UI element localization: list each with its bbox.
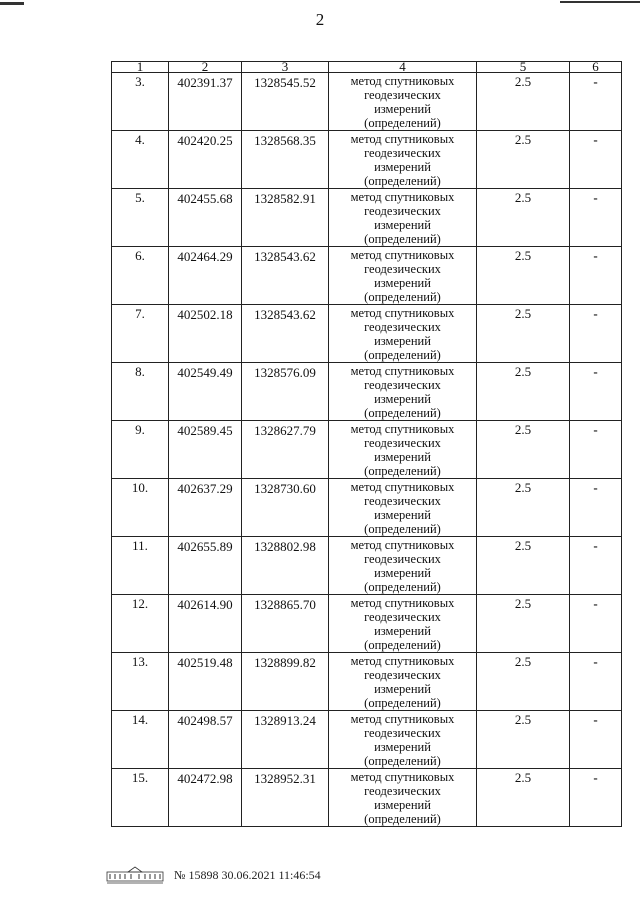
scan-artifact — [0, 2, 24, 5]
method-cell — [329, 479, 477, 537]
y-coordinate-cell: 1328899.82 — [242, 653, 329, 711]
table-row — [112, 479, 622, 537]
government-building-emblem-icon — [106, 866, 164, 884]
x-coordinate-cell: 402614.90 — [169, 595, 242, 653]
method-line: геодезических — [364, 494, 441, 508]
method-line: геодезических — [364, 610, 441, 624]
point-number-cell: 6. — [112, 247, 169, 305]
note-cell: - — [570, 189, 622, 247]
method-line: (определений) — [364, 638, 441, 652]
point-number-cell: 12. — [112, 595, 169, 653]
method-cell — [329, 363, 477, 421]
note-cell: - — [570, 363, 622, 421]
method-line: (определений) — [364, 232, 441, 246]
method-cell — [329, 247, 477, 305]
y-coordinate-cell: 1328545.52 — [242, 73, 329, 131]
method-line: метод спутниковых — [350, 364, 455, 378]
note-cell: - — [570, 479, 622, 537]
column-header: 1 — [112, 62, 169, 73]
column-header: 6 — [570, 62, 622, 73]
point-number-cell: 11. — [112, 537, 169, 595]
table-row — [112, 595, 622, 653]
point-number-cell: 14. — [112, 711, 169, 769]
x-coordinate-cell: 402502.18 — [169, 305, 242, 363]
table-row — [112, 189, 622, 247]
method-line: (определений) — [364, 580, 441, 594]
method-line: метод спутниковых — [350, 422, 455, 436]
method-line: измерений — [374, 392, 431, 406]
method-line: измерений — [374, 102, 431, 116]
x-coordinate-cell: 402519.48 — [169, 653, 242, 711]
method-line: измерений — [374, 508, 431, 522]
accuracy-cell: 2.5 — [477, 479, 570, 537]
accuracy-cell: 2.5 — [477, 189, 570, 247]
note-cell: - — [570, 247, 622, 305]
method-line: геодезических — [364, 552, 441, 566]
note-cell: - — [570, 653, 622, 711]
method-line: геодезических — [364, 784, 441, 798]
method-line: метод спутниковых — [350, 190, 455, 204]
table-row — [112, 769, 622, 827]
method-line: измерений — [374, 334, 431, 348]
method-cell — [329, 131, 477, 189]
y-coordinate-cell: 1328913.24 — [242, 711, 329, 769]
y-coordinate-cell: 1328730.60 — [242, 479, 329, 537]
method-line: (определений) — [364, 812, 441, 826]
method-line: (определений) — [364, 522, 441, 536]
point-number-cell: 4. — [112, 131, 169, 189]
method-line: измерений — [374, 276, 431, 290]
method-line: измерений — [374, 218, 431, 232]
point-number-cell: 15. — [112, 769, 169, 827]
method-line: (определений) — [364, 348, 441, 362]
x-coordinate-cell: 402455.68 — [169, 189, 242, 247]
method-cell — [329, 653, 477, 711]
method-cell — [329, 421, 477, 479]
method-line: (определений) — [364, 696, 441, 710]
accuracy-cell: 2.5 — [477, 653, 570, 711]
note-cell: - — [570, 421, 622, 479]
point-number-cell: 13. — [112, 653, 169, 711]
note-cell: - — [570, 73, 622, 131]
table-row — [112, 131, 622, 189]
table-row — [112, 537, 622, 595]
method-line: геодезических — [364, 146, 441, 160]
registration-stamp: № 15898 30.06.2021 11:46:54 — [174, 867, 321, 882]
table-row — [112, 305, 622, 363]
note-cell: - — [570, 131, 622, 189]
point-number-cell: 10. — [112, 479, 169, 537]
method-cell — [329, 305, 477, 363]
point-number-cell: 9. — [112, 421, 169, 479]
column-header: 4 — [329, 62, 477, 73]
method-line: (определений) — [364, 754, 441, 768]
y-coordinate-cell: 1328568.35 — [242, 131, 329, 189]
y-coordinate-cell: 1328952.31 — [242, 769, 329, 827]
x-coordinate-cell: 402589.45 — [169, 421, 242, 479]
x-coordinate-cell: 402549.49 — [169, 363, 242, 421]
y-coordinate-cell: 1328543.62 — [242, 305, 329, 363]
method-line: геодезических — [364, 204, 441, 218]
method-line: метод спутниковых — [350, 306, 455, 320]
y-coordinate-cell: 1328627.79 — [242, 421, 329, 479]
method-cell — [329, 595, 477, 653]
method-line: метод спутниковых — [350, 74, 455, 88]
note-cell: - — [570, 711, 622, 769]
method-line: метод спутниковых — [350, 480, 455, 494]
x-coordinate-cell: 402498.57 — [169, 711, 242, 769]
table-row — [112, 247, 622, 305]
method-line: (определений) — [364, 290, 441, 304]
accuracy-cell: 2.5 — [477, 131, 570, 189]
method-cell — [329, 769, 477, 827]
note-cell: - — [570, 537, 622, 595]
method-cell — [329, 189, 477, 247]
accuracy-cell: 2.5 — [477, 537, 570, 595]
x-coordinate-cell: 402637.29 — [169, 479, 242, 537]
method-line: измерений — [374, 624, 431, 638]
x-coordinate-cell: 402420.25 — [169, 131, 242, 189]
point-number-cell: 8. — [112, 363, 169, 421]
method-line: геодезических — [364, 262, 441, 276]
method-line: (определений) — [364, 174, 441, 188]
coordinates-table — [111, 61, 622, 827]
point-number-cell: 7. — [112, 305, 169, 363]
x-coordinate-cell: 402464.29 — [169, 247, 242, 305]
method-line: геодезических — [364, 436, 441, 450]
accuracy-cell: 2.5 — [477, 73, 570, 131]
method-line: измерений — [374, 682, 431, 696]
method-line: геодезических — [364, 88, 441, 102]
method-line: (определений) — [364, 464, 441, 478]
x-coordinate-cell: 402472.98 — [169, 769, 242, 827]
method-cell — [329, 711, 477, 769]
table-row — [112, 363, 622, 421]
method-line: геодезических — [364, 726, 441, 740]
method-cell — [329, 73, 477, 131]
table-body — [112, 73, 622, 827]
method-line: метод спутниковых — [350, 538, 455, 552]
y-coordinate-cell: 1328865.70 — [242, 595, 329, 653]
x-coordinate-cell: 402655.89 — [169, 537, 242, 595]
y-coordinate-cell: 1328802.98 — [242, 537, 329, 595]
method-line: геодезических — [364, 320, 441, 334]
point-number-cell: 5. — [112, 189, 169, 247]
accuracy-cell: 2.5 — [477, 595, 570, 653]
column-header: 2 — [169, 62, 242, 73]
y-coordinate-cell: 1328543.62 — [242, 247, 329, 305]
table-row — [112, 421, 622, 479]
note-cell: - — [570, 595, 622, 653]
method-line: метод спутниковых — [350, 248, 455, 262]
accuracy-cell: 2.5 — [477, 305, 570, 363]
method-line: геодезических — [364, 378, 441, 392]
method-cell — [329, 537, 477, 595]
page-number: 2 — [315, 10, 325, 29]
y-coordinate-cell: 1328576.09 — [242, 363, 329, 421]
method-line: измерений — [374, 740, 431, 754]
scan-artifact — [560, 1, 640, 3]
header-row — [112, 62, 622, 73]
x-coordinate-cell: 402391.37 — [169, 73, 242, 131]
note-cell: - — [570, 305, 622, 363]
y-coordinate-cell: 1328582.91 — [242, 189, 329, 247]
column-header: 5 — [477, 62, 570, 73]
column-header: 3 — [242, 62, 329, 73]
method-line: (определений) — [364, 406, 441, 420]
method-line: (определений) — [364, 116, 441, 130]
accuracy-cell: 2.5 — [477, 421, 570, 479]
table-row — [112, 711, 622, 769]
accuracy-cell: 2.5 — [477, 363, 570, 421]
method-line: измерений — [374, 566, 431, 580]
method-line: метод спутниковых — [350, 132, 455, 146]
table-row — [112, 73, 622, 131]
method-line: метод спутниковых — [350, 654, 455, 668]
method-line: измерений — [374, 798, 431, 812]
note-cell: - — [570, 769, 622, 827]
accuracy-cell: 2.5 — [477, 769, 570, 827]
method-line: метод спутниковых — [350, 712, 455, 726]
accuracy-cell: 2.5 — [477, 247, 570, 305]
method-line: геодезических — [364, 668, 441, 682]
method-line: метод спутниковых — [350, 770, 455, 784]
accuracy-cell: 2.5 — [477, 711, 570, 769]
method-line: измерений — [374, 450, 431, 464]
method-line: метод спутниковых — [350, 596, 455, 610]
document-footer — [106, 866, 321, 884]
table-row — [112, 653, 622, 711]
method-line: измерений — [374, 160, 431, 174]
point-number-cell: 3. — [112, 73, 169, 131]
